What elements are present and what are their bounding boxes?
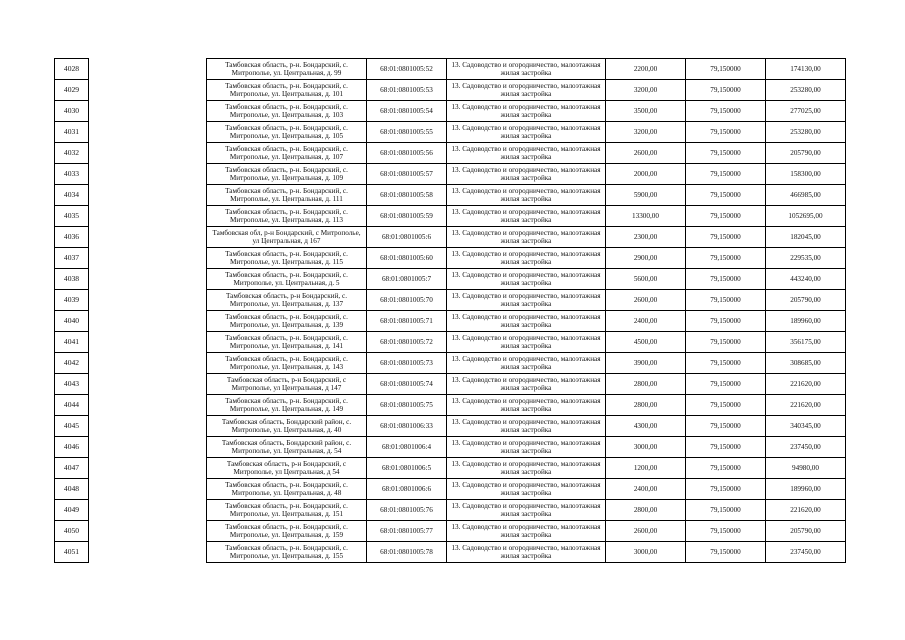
address-cell: Тамбовская область, р-н. Бондарский, с. Митрополье, ул. Центральная, д. 139 <box>207 311 367 332</box>
cadastral-number-cell: 68:01:0801005:7 <box>367 269 447 290</box>
cadastral-value-cell: 158300,00 <box>766 164 846 185</box>
land-use-cell: 13. Садоводство и огородничество, малоэтажная жилая застройка <box>447 164 606 185</box>
land-use-cell: 13. Садоводство и огородничество, малоэтажная жилая застройка <box>447 101 606 122</box>
area-cell: 2600,00 <box>606 521 686 542</box>
address-cell: Тамбовская область, р-н Бондарский, с Митрополье, ул Центральная, д 147 <box>207 374 367 395</box>
cadastral-number-cell: 68:01:0801005:75 <box>367 395 447 416</box>
specific-value-cell: 79,150000 <box>686 164 766 185</box>
specific-value-cell: 79,150000 <box>686 227 766 248</box>
land-use-cell: 13. Садоводство и огородничество, малоэтажная жилая застройка <box>447 122 606 143</box>
table-row <box>55 458 846 479</box>
cadastral-value-cell: 221620,00 <box>766 395 846 416</box>
cadastral-number-cell: 68:01:0801005:6 <box>367 227 447 248</box>
table-row <box>55 164 846 185</box>
cadastral-number-cell: 68:01:0801005:72 <box>367 332 447 353</box>
row-number-cell: 4051 <box>55 542 89 563</box>
spacer-cell <box>89 227 207 248</box>
cadastral-number-cell: 68:01:0801005:77 <box>367 521 447 542</box>
cadastral-number-cell: 68:01:0801005:58 <box>367 185 447 206</box>
spacer-cell <box>89 143 207 164</box>
area-cell: 2200,00 <box>606 59 686 80</box>
cadastral-value-cell: 182045,00 <box>766 227 846 248</box>
area-cell: 2800,00 <box>606 395 686 416</box>
address-cell: Тамбовская область, р-н. Бондарский, с. Митрополье, ул. Центральная, д. 48 <box>207 479 367 500</box>
land-use-cell: 13. Садоводство и огородничество, малоэтажная жилая застройка <box>447 248 606 269</box>
cadastral-number-cell: 68:01:0801005:56 <box>367 143 447 164</box>
row-number-cell: 4047 <box>55 458 89 479</box>
cadastral-value-cell: 237450,00 <box>766 542 846 563</box>
cadastral-value-cell: 1052695,00 <box>766 206 846 227</box>
address-cell: Тамбовская область, р-н. Бондарский, с. Митрополье, ул. Центральная, д. 143 <box>207 353 367 374</box>
spacer-cell <box>89 332 207 353</box>
address-cell: Тамбовская область, р-н Бондарский, с. Митрополье, ул. Центральная, д. 137 <box>207 290 367 311</box>
address-cell: Тамбовская область, р-н. Бондарский, с. Митрополье, ул. Центральная, д. 103 <box>207 101 367 122</box>
address-cell: Тамбовская область, р-н. Бондарский, с. Митрополье, ул. Центральная, д. 99 <box>207 59 367 80</box>
cadastral-value-cell: 229535,00 <box>766 248 846 269</box>
specific-value-cell: 79,150000 <box>686 206 766 227</box>
spacer-cell <box>89 122 207 143</box>
cadastral-value-cell: 356175,00 <box>766 332 846 353</box>
land-use-cell: 13. Садоводство и огородничество, малоэтажная жилая застройка <box>447 437 606 458</box>
row-number-cell: 4032 <box>55 143 89 164</box>
table-row <box>55 311 846 332</box>
address-cell: Тамбовская область, р-н. Бондарский, с. Митрополье, ул. Центральная, д. 159 <box>207 521 367 542</box>
specific-value-cell: 79,150000 <box>686 185 766 206</box>
specific-value-cell: 79,150000 <box>686 311 766 332</box>
row-number-cell: 4044 <box>55 395 89 416</box>
cadastral-number-cell: 68:01:0801005:71 <box>367 311 447 332</box>
spacer-cell <box>89 248 207 269</box>
spacer-cell <box>89 206 207 227</box>
cadastral-value-cell: 205790,00 <box>766 521 846 542</box>
specific-value-cell: 79,150000 <box>686 80 766 101</box>
cadastral-value-cell: 174130,00 <box>766 59 846 80</box>
cadastral-number-cell: 68:01:0801005:52 <box>367 59 447 80</box>
table-row <box>55 290 846 311</box>
row-number-cell: 4028 <box>55 59 89 80</box>
specific-value-cell: 79,150000 <box>686 269 766 290</box>
land-use-cell: 13. Садоводство и огородничество, малоэтажная жилая застройка <box>447 416 606 437</box>
row-number-cell: 4046 <box>55 437 89 458</box>
address-cell: Тамбовская область, р-н. Бондарский, с. Митрополье, ул. Центральная, д. 115 <box>207 248 367 269</box>
land-plots-table <box>54 58 846 563</box>
land-use-cell: 13. Садоводство и огородничество, малоэтажная жилая застройка <box>447 374 606 395</box>
row-number-cell: 4030 <box>55 101 89 122</box>
cadastral-number-cell: 68:01:0801005:59 <box>367 206 447 227</box>
land-use-cell: 13. Садоводство и огородничество, малоэтажная жилая застройка <box>447 59 606 80</box>
area-cell: 3000,00 <box>606 437 686 458</box>
address-cell: Тамбовская область, р-н. Бондарский, с. Митрополье, ул. Центральная, д. 141 <box>207 332 367 353</box>
address-cell: Тамбовская обл, р-н Бондарский, с Митрополье, ул Центральная, д 167 <box>207 227 367 248</box>
row-number-cell: 4042 <box>55 353 89 374</box>
area-cell: 3200,00 <box>606 80 686 101</box>
area-cell: 3200,00 <box>606 122 686 143</box>
table-row <box>55 101 846 122</box>
land-use-cell: 13. Садоводство и огородничество, малоэтажная жилая застройка <box>447 269 606 290</box>
land-use-cell: 13. Садоводство и огородничество, малоэтажная жилая застройка <box>447 542 606 563</box>
specific-value-cell: 79,150000 <box>686 500 766 521</box>
cadastral-number-cell: 68:01:0801005:53 <box>367 80 447 101</box>
area-cell: 2800,00 <box>606 374 686 395</box>
area-cell: 5900,00 <box>606 185 686 206</box>
spacer-cell <box>89 353 207 374</box>
row-number-cell: 4036 <box>55 227 89 248</box>
address-cell: Тамбовская область, р-н. Бондарский, с. Митрополье, ул. Центральная, д. 111 <box>207 185 367 206</box>
table-row <box>55 248 846 269</box>
cadastral-value-cell: 189960,00 <box>766 311 846 332</box>
specific-value-cell: 79,150000 <box>686 458 766 479</box>
address-cell: Тамбовская область, р-н. Бондарский, с. Митрополье, ул. Центральная, д. 101 <box>207 80 367 101</box>
land-use-cell: 13. Садоводство и огородничество, малоэтажная жилая застройка <box>447 479 606 500</box>
cadastral-number-cell: 68:01:0801005:54 <box>367 101 447 122</box>
area-cell: 2800,00 <box>606 500 686 521</box>
area-cell: 13300,00 <box>606 206 686 227</box>
address-cell: Тамбовская область, р-н. Бондарский, с. Митрополье, ул. Центральная, д. 155 <box>207 542 367 563</box>
spacer-cell <box>89 479 207 500</box>
spacer-cell <box>89 500 207 521</box>
specific-value-cell: 79,150000 <box>686 248 766 269</box>
address-cell: Тамбовская область, р-н. Бондарский, с. Митрополье, ул. Центральная, д. 5 <box>207 269 367 290</box>
table-row <box>55 185 846 206</box>
table-row <box>55 332 846 353</box>
land-use-cell: 13. Садоводство и огородничество, малоэтажная жилая застройка <box>447 353 606 374</box>
cadastral-number-cell: 68:01:0801005:73 <box>367 353 447 374</box>
table-row <box>55 269 846 290</box>
cadastral-number-cell: 68:01:0801006:4 <box>367 437 447 458</box>
spacer-cell <box>89 311 207 332</box>
address-cell: Тамбовская область, р-н. Бондарский, с. Митрополье, ул. Центральная, д. 149 <box>207 395 367 416</box>
row-number-cell: 4035 <box>55 206 89 227</box>
spacer-cell <box>89 80 207 101</box>
address-cell: Тамбовская область, р-н. Бондарский, с. Митрополье, ул. Центральная, д. 151 <box>207 500 367 521</box>
land-use-cell: 13. Садоводство и огородничество, малоэтажная жилая застройка <box>447 500 606 521</box>
cadastral-value-cell: 221620,00 <box>766 374 846 395</box>
table-row <box>55 521 846 542</box>
table-row <box>55 227 846 248</box>
land-use-cell: 13. Садоводство и огородничество, малоэтажная жилая застройка <box>447 290 606 311</box>
spacer-cell <box>89 374 207 395</box>
land-use-cell: 13. Садоводство и огородничество, малоэтажная жилая застройка <box>447 521 606 542</box>
row-number-cell: 4038 <box>55 269 89 290</box>
land-use-cell: 13. Садоводство и огородничество, малоэтажная жилая застройка <box>447 332 606 353</box>
land-use-cell: 13. Садоводство и огородничество, малоэтажная жилая застройка <box>447 227 606 248</box>
cadastral-number-cell: 68:01:0801005:78 <box>367 542 447 563</box>
table-row <box>55 374 846 395</box>
spacer-cell <box>89 164 207 185</box>
table-row <box>55 395 846 416</box>
cadastral-value-cell: 443240,00 <box>766 269 846 290</box>
address-cell: Тамбовская область, р-н. Бондарский, с. Митрополье, ул. Центральная, д. 113 <box>207 206 367 227</box>
cadastral-number-cell: 68:01:0801005:74 <box>367 374 447 395</box>
address-cell: Тамбовская область, р-н Бондарский, с Митрополье, ул Центральная, д 54 <box>207 458 367 479</box>
table-row <box>55 437 846 458</box>
table-row <box>55 143 846 164</box>
land-use-cell: 13. Садоводство и огородничество, малоэтажная жилая застройка <box>447 395 606 416</box>
area-cell: 2600,00 <box>606 290 686 311</box>
land-use-cell: 13. Садоводство и огородничество, малоэтажная жилая застройка <box>447 80 606 101</box>
row-number-cell: 4043 <box>55 374 89 395</box>
area-cell: 1200,00 <box>606 458 686 479</box>
cadastral-value-cell: 237450,00 <box>766 437 846 458</box>
spacer-cell <box>89 269 207 290</box>
cadastral-value-cell: 189960,00 <box>766 479 846 500</box>
table-row <box>55 479 846 500</box>
row-number-cell: 4033 <box>55 164 89 185</box>
cadastral-number-cell: 68:01:0801005:76 <box>367 500 447 521</box>
address-cell: Тамбовская область, Бондарский район, с. Митрополье, ул. Центральная, д. 40 <box>207 416 367 437</box>
cadastral-value-cell: 253280,00 <box>766 80 846 101</box>
row-number-cell: 4049 <box>55 500 89 521</box>
row-number-cell: 4045 <box>55 416 89 437</box>
area-cell: 2400,00 <box>606 479 686 500</box>
cadastral-value-cell: 466985,00 <box>766 185 846 206</box>
area-cell: 3500,00 <box>606 101 686 122</box>
land-use-cell: 13. Садоводство и огородничество, малоэтажная жилая застройка <box>447 458 606 479</box>
area-cell: 4300,00 <box>606 416 686 437</box>
row-number-cell: 4031 <box>55 122 89 143</box>
area-cell: 3000,00 <box>606 542 686 563</box>
area-cell: 3900,00 <box>606 353 686 374</box>
area-cell: 4500,00 <box>606 332 686 353</box>
area-cell: 2000,00 <box>606 164 686 185</box>
table-row <box>55 353 846 374</box>
specific-value-cell: 79,150000 <box>686 374 766 395</box>
table-row <box>55 122 846 143</box>
specific-value-cell: 79,150000 <box>686 521 766 542</box>
table-row <box>55 59 846 80</box>
area-cell: 2400,00 <box>606 311 686 332</box>
specific-value-cell: 79,150000 <box>686 416 766 437</box>
row-number-cell: 4037 <box>55 248 89 269</box>
specific-value-cell: 79,150000 <box>686 353 766 374</box>
address-cell: Тамбовская область, р-н. Бондарский, с. Митрополье, ул. Центральная, д. 107 <box>207 143 367 164</box>
table-row <box>55 416 846 437</box>
specific-value-cell: 79,150000 <box>686 101 766 122</box>
row-number-cell: 4050 <box>55 521 89 542</box>
address-cell: Тамбовская область, р-н. Бондарский, с. Митрополье, ул. Центральная, д. 109 <box>207 164 367 185</box>
cadastral-value-cell: 308685,00 <box>766 353 846 374</box>
specific-value-cell: 79,150000 <box>686 122 766 143</box>
area-cell: 2300,00 <box>606 227 686 248</box>
spacer-cell <box>89 290 207 311</box>
spacer-cell <box>89 458 207 479</box>
specific-value-cell: 79,150000 <box>686 332 766 353</box>
table-row <box>55 206 846 227</box>
table-row <box>55 500 846 521</box>
area-cell: 5600,00 <box>606 269 686 290</box>
land-use-cell: 13. Садоводство и огородничество, малоэтажная жилая застройка <box>447 206 606 227</box>
spacer-cell <box>89 395 207 416</box>
specific-value-cell: 79,150000 <box>686 542 766 563</box>
cadastral-value-cell: 253280,00 <box>766 122 846 143</box>
cadastral-number-cell: 68:01:0801006:5 <box>367 458 447 479</box>
row-number-cell: 4048 <box>55 479 89 500</box>
table-row <box>55 542 846 563</box>
table-row <box>55 80 846 101</box>
cadastral-value-cell: 205790,00 <box>766 290 846 311</box>
address-cell: Тамбовская область, р-н. Бондарский, с. Митрополье, ул. Центральная, д. 105 <box>207 122 367 143</box>
spacer-cell <box>89 521 207 542</box>
area-cell: 2900,00 <box>606 248 686 269</box>
spacer-cell <box>89 416 207 437</box>
specific-value-cell: 79,150000 <box>686 59 766 80</box>
specific-value-cell: 79,150000 <box>686 290 766 311</box>
cadastral-number-cell: 68:01:0801006:6 <box>367 479 447 500</box>
land-use-cell: 13. Садоводство и огородничество, малоэтажная жилая застройка <box>447 143 606 164</box>
cadastral-value-cell: 277025,00 <box>766 101 846 122</box>
table-body <box>55 59 846 563</box>
cadastral-value-cell: 340345,00 <box>766 416 846 437</box>
row-number-cell: 4029 <box>55 80 89 101</box>
row-number-cell: 4034 <box>55 185 89 206</box>
spacer-cell <box>89 59 207 80</box>
specific-value-cell: 79,150000 <box>686 395 766 416</box>
cadastral-number-cell: 68:01:0801005:70 <box>367 290 447 311</box>
land-use-cell: 13. Садоводство и огородничество, малоэтажная жилая застройка <box>447 185 606 206</box>
cadastral-value-cell: 221620,00 <box>766 500 846 521</box>
spacer-cell <box>89 437 207 458</box>
cadastral-number-cell: 68:01:0801005:55 <box>367 122 447 143</box>
row-number-cell: 4039 <box>55 290 89 311</box>
spacer-cell <box>89 542 207 563</box>
spacer-cell <box>89 185 207 206</box>
land-use-cell: 13. Садоводство и огородничество, малоэтажная жилая застройка <box>447 311 606 332</box>
address-cell: Тамбовская область, Бондарский район, с. Митрополье, ул. Центральная, д. 54 <box>207 437 367 458</box>
row-number-cell: 4040 <box>55 311 89 332</box>
cadastral-number-cell: 68:01:0801005:60 <box>367 248 447 269</box>
row-number-cell: 4041 <box>55 332 89 353</box>
cadastral-value-cell: 94980,00 <box>766 458 846 479</box>
specific-value-cell: 79,150000 <box>686 437 766 458</box>
spacer-cell <box>89 101 207 122</box>
cadastral-number-cell: 68:01:0801005:57 <box>367 164 447 185</box>
area-cell: 2600,00 <box>606 143 686 164</box>
specific-value-cell: 79,150000 <box>686 143 766 164</box>
specific-value-cell: 79,150000 <box>686 479 766 500</box>
cadastral-number-cell: 68:01:0801006:33 <box>367 416 447 437</box>
cadastral-value-cell: 205790,00 <box>766 143 846 164</box>
